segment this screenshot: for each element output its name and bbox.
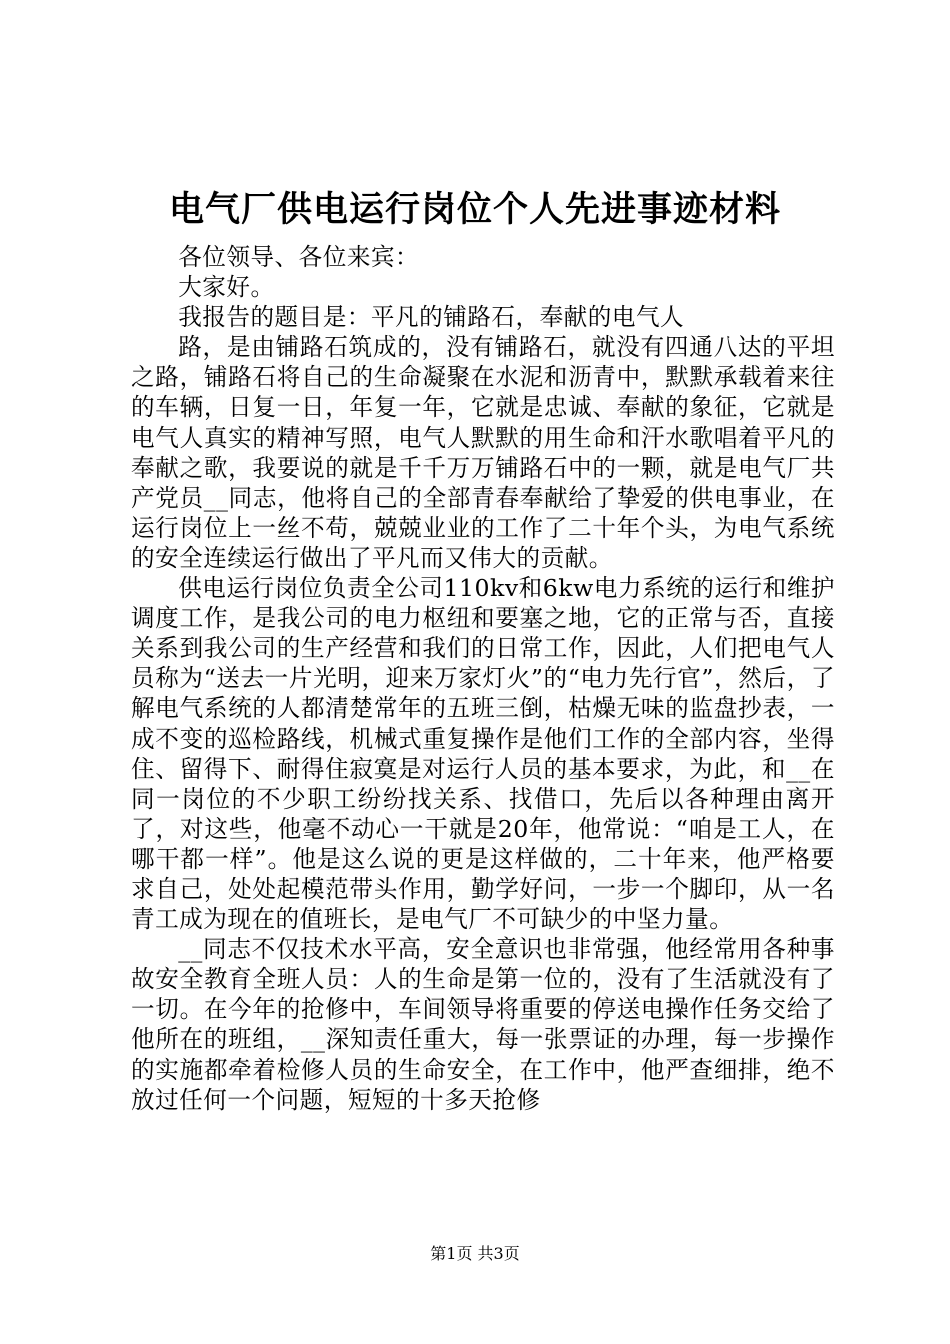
paragraph-greeting: 大家好。 xyxy=(178,273,275,302)
document-body xyxy=(131,242,835,1115)
paragraph-report-topic: 我报告的题目是：平凡的铺路石，奉献的电气人 xyxy=(178,303,685,332)
paragraph-body: 路，是由铺路石筑成的，没有铺路石，就没有四通八达的平坦之路，铺路石将自己的生命凝聚在水泥和沥青中，默默承载着来往的车辆，日复一日，年复一年，它就是忠诚、奉献的象征，它就是电气人真实的精神写照，电气人默默的用生命和汗水歌唱着平凡的奉献之歌，我要说的就是千千万万铺路石中的一颗，就是电气厂共产党员__同志，他将自己的全部青春奉献给了挚爱的供电事业，在运行岗位上一丝不苟，兢兢业业的工作了二十年个头，为电气系统的安全连续运行做出了平凡而又伟大的贡献。 xyxy=(131,333,835,572)
document-title: 电气厂供电运行岗位个人先进事迹材料 xyxy=(168,190,781,230)
paragraph-salutation: 各位领导、各位来宾： xyxy=(178,243,420,271)
page-footer: 第1页 共3页 xyxy=(430,1244,520,1263)
paragraph-body: __同志不仅技术水平高，安全意识也非常强，他经常用各种事故安全教育全班人员：人的生命是第一位的，没有了生活就没有了一切。在今年的抢修中，车间领导将重要的停送电操作任务交给了他所在的班组，__深知责任重大，每一张票证的办理，每一步操作的实施都牵着检修人员的生命安全，在工作中，他严查细排，绝不放过任何一个问题，短短的十多天抢修 xyxy=(131,935,835,1114)
paragraph-body: 供电运行岗位负责全公司110kv和6kw电力系统的运行和维护调度工作，是我公司的电力枢纽和要塞之地，它的正常与否，直接关系到我公司的生产经营和我们的日常工作，因此，人们把电气人员称为“送去一片光明，迎来万家灯火”的“电力先行官”，然后，了解电气系统的人都清楚常年的五班三倒，枯燥无味的监盘抄表，一成不变的巡检路线，机械式重复操作是他们工作的全部内容，坐得住、留得下、耐得住寂寞是对运行人员的基本要求，为此，和__在同一岗位的不少职工纷纷找关系、找借口，先后以各种理由离开了，对这些，他毫不动心一干就是20年，他常说：“咱是工人，在哪干都一样”。他是这么说的更是这样做的，二十年来，他严格要求自己，处处起模范带头作用，勤学好问，一步一个脚印，从一名青工成为现在的值班长，是电气厂不可缺少的中坚力量。 xyxy=(131,574,835,934)
